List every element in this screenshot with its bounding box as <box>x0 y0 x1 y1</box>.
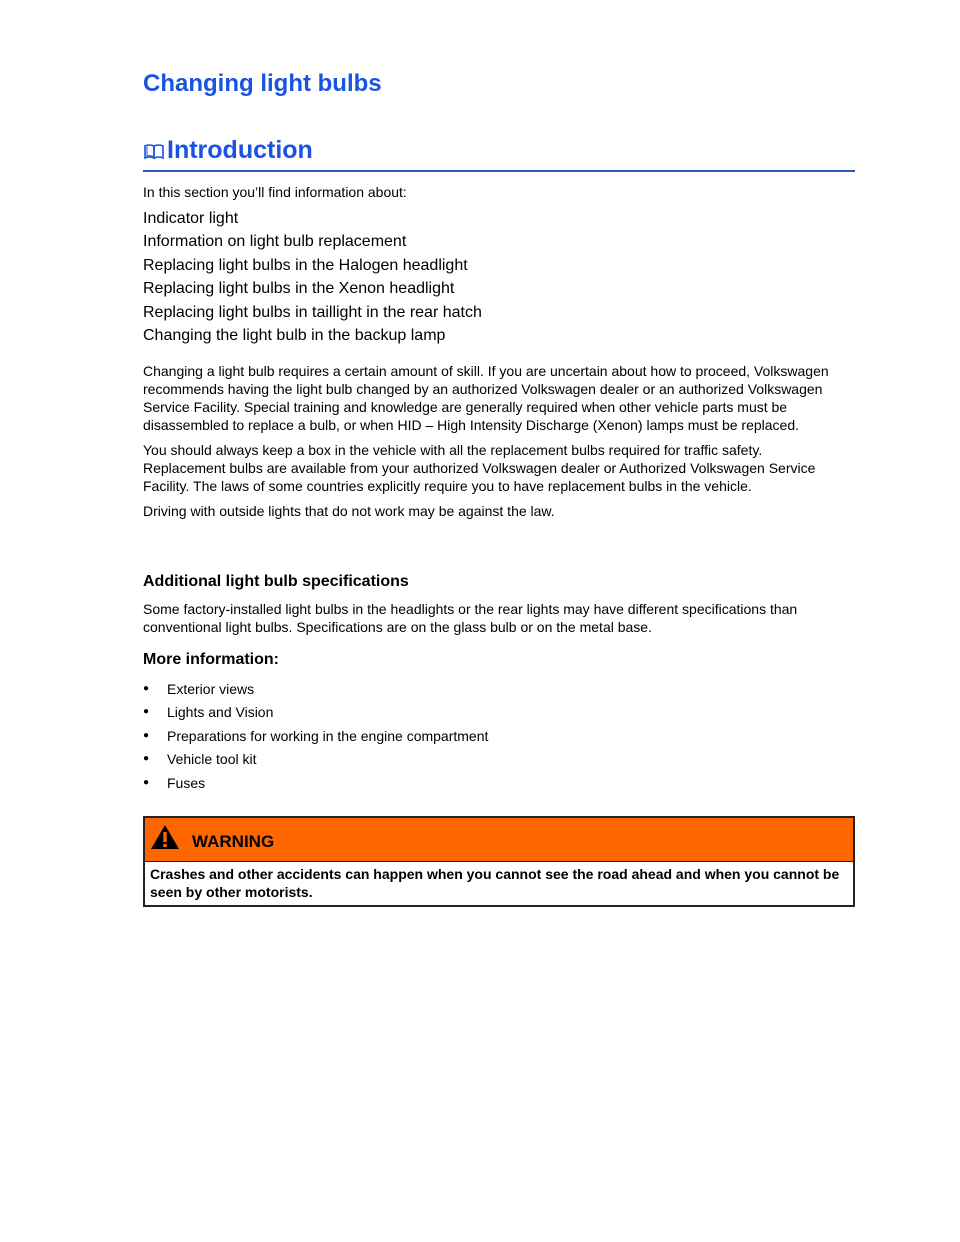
more-info-item[interactable] <box>143 679 488 702</box>
spec-paragraph: Some factory-installed light bulbs in the headlights or the rear lights may have different specifications than conventional light bulbs. Specifications are on the glass bulb or on the metal base. <box>143 601 798 635</box>
more-info-link[interactable]: Preparations for working in the engine compartment <box>167 727 489 744</box>
topic-link[interactable]: Replacing light bulbs in taillight in the rear hatch <box>143 303 482 321</box>
more-info-list <box>143 679 488 796</box>
warning-triangle-icon <box>150 824 180 850</box>
intro-text: In this section you’ll find information about: <box>143 184 407 200</box>
paragraph: Changing a light bulb requires a certain amount of skill. If you are uncertain about how to proceed, Volkswagen recommends having the light bulb changed by an authorized Volkswagen dealer or an authorized Volkswagen Service Facility. Special training and knowledge are generally required when other vehicle parts must be disassembled to replace a bulb, or when HID – High Intensity Discharge (Xenon) lamps must be replaced. <box>143 363 829 433</box>
bullet-icon: ● <box>143 729 150 741</box>
page-title: Changing light bulbs <box>143 70 382 97</box>
section-title <box>143 136 855 165</box>
more-info-link[interactable]: Lights and Vision <box>167 704 274 721</box>
paragraph: You should always keep a box in the vehicle with all the replacement bulbs required for traffic safety. Replacement bulbs are available from your authorized Volkswagen dealer or Authorized Volkswagen Service Facility. The laws of some countries explicitly require you to have replacement bulbs in the vehicle. <box>143 442 816 494</box>
section-title-text: Introduction <box>167 136 313 164</box>
more-info-item[interactable] <box>143 749 488 772</box>
topic-list <box>143 207 482 347</box>
bullet-icon: ● <box>143 753 150 765</box>
warning-text: Crashes and other accidents can happen when you cannot see the road ahead and when you cannot be seen by other motorists. <box>150 866 840 900</box>
section-header <box>143 136 855 172</box>
bullet-icon: ● <box>143 776 150 788</box>
topic-link[interactable]: Replacing light bulbs in the Xenon headlight <box>143 280 455 298</box>
warning-label: WARNING <box>192 832 275 851</box>
spec-heading: Additional light bulb specifications <box>143 573 409 590</box>
more-info-link[interactable]: Vehicle tool kit <box>167 751 257 768</box>
topic-link[interactable]: Indicator light <box>143 210 239 227</box>
topic-link[interactable]: Changing the light bulb in the backup lamp <box>143 326 446 344</box>
more-info-item[interactable] <box>143 773 488 796</box>
body-paragraphs <box>143 362 848 527</box>
bullet-icon: ● <box>143 683 150 694</box>
more-info-item[interactable] <box>143 726 488 749</box>
spec-paragraph-block <box>143 600 848 643</box>
more-info-link[interactable]: Fuses <box>167 774 206 791</box>
topic-link[interactable]: Information on light bulb replacement <box>143 233 407 251</box>
paragraph: Driving with outside lights that do not work may be against the law. <box>143 503 555 519</box>
bullet-icon: ● <box>143 706 150 718</box>
warning-header <box>145 818 853 862</box>
book-icon <box>143 140 165 162</box>
more-info-item[interactable] <box>143 702 488 725</box>
warning-box <box>143 816 855 907</box>
topic-link[interactable]: Replacing light bulbs in the Halogen headlight <box>143 256 468 274</box>
more-info-link[interactable]: Exterior views <box>167 681 255 697</box>
more-info-heading: More information: <box>143 651 279 668</box>
